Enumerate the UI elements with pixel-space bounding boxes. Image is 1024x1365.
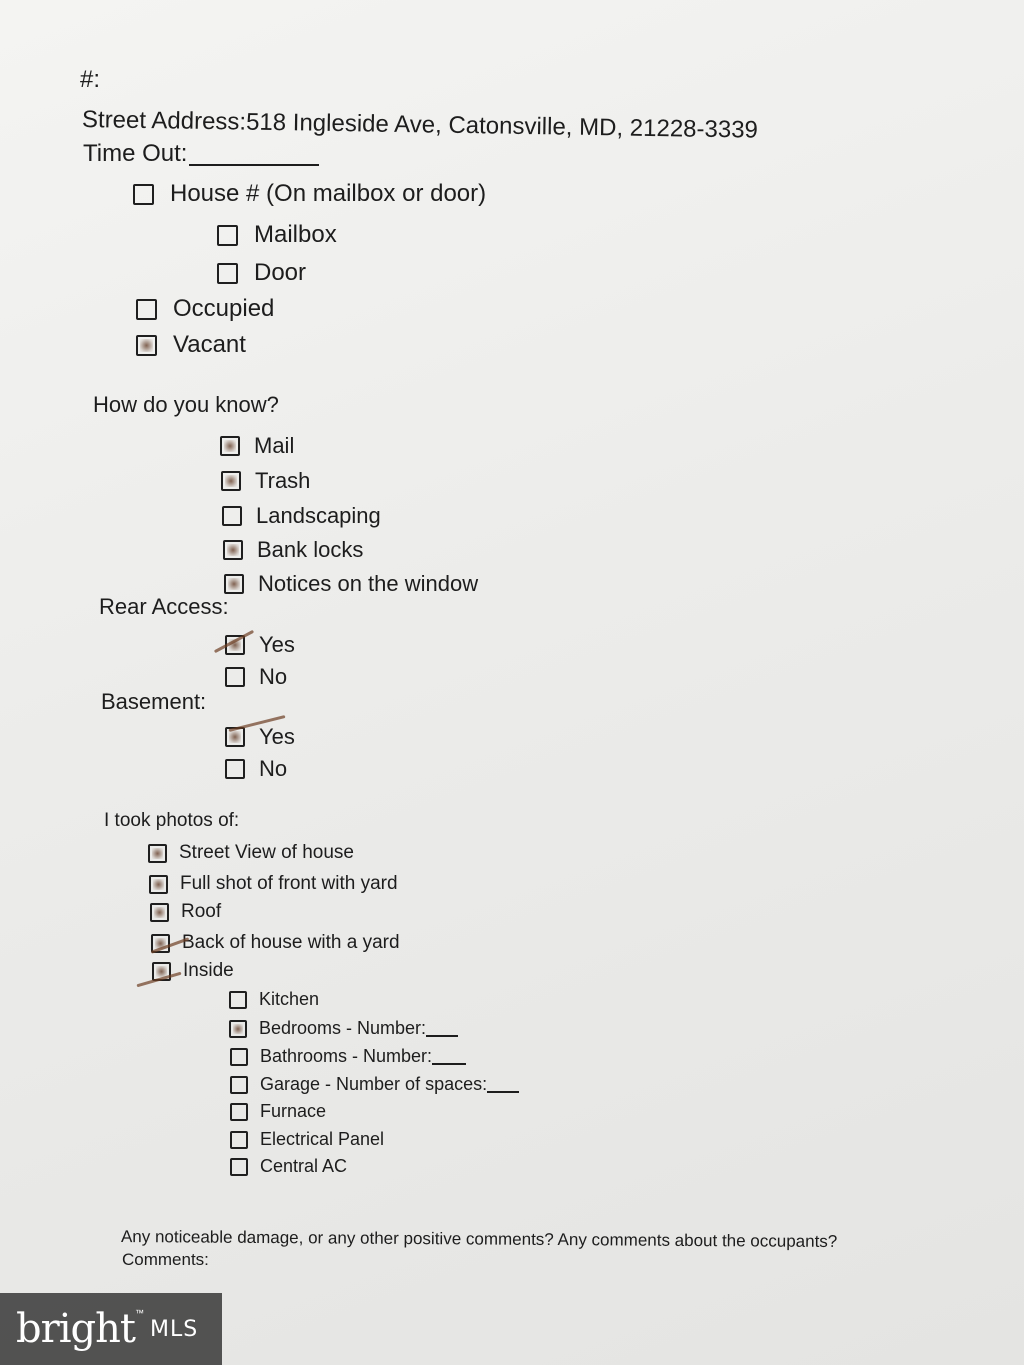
door-label: Door xyxy=(254,259,307,286)
bank-locks-item[interactable] xyxy=(223,537,363,563)
basement-no-item[interactable] xyxy=(225,756,287,782)
kitchen-label: Kitchen xyxy=(259,989,320,1009)
house-number-item[interactable] xyxy=(133,180,486,208)
mail-item[interactable] xyxy=(220,433,294,459)
rear-no-checkbox[interactable] xyxy=(225,667,245,687)
kitchen-checkbox[interactable] xyxy=(229,991,247,1009)
vacant-item[interactable] xyxy=(136,331,246,359)
bathrooms-checkbox[interactable] xyxy=(230,1048,248,1066)
full-shot-checkbox[interactable] xyxy=(149,875,168,894)
vacant-checkbox[interactable] xyxy=(136,335,157,356)
comments-question: Any noticeable damage, or any other positive comments? Any comments about the occupants? xyxy=(120,1227,838,1252)
garage-item[interactable] xyxy=(230,1074,519,1095)
furnace-checkbox[interactable] xyxy=(230,1103,248,1121)
rear-yes-label: Yes xyxy=(259,632,295,657)
occupied-item[interactable] xyxy=(136,295,274,323)
mailbox-item[interactable] xyxy=(217,221,337,249)
furnace-label: Furnace xyxy=(260,1101,327,1121)
bedrooms-blank[interactable] xyxy=(426,1034,458,1037)
full-shot-item[interactable] xyxy=(149,873,398,895)
bedrooms-checkbox[interactable] xyxy=(229,1020,247,1038)
rear-no-label: No xyxy=(259,664,288,689)
street-view-checkbox[interactable] xyxy=(148,844,167,863)
occupied-checkbox[interactable] xyxy=(136,299,157,320)
basement-label: Basement: xyxy=(101,689,207,714)
occupied-label: Occupied xyxy=(173,295,275,322)
central-ac-label: Central AC xyxy=(260,1156,348,1176)
bathrooms-item[interactable] xyxy=(230,1046,466,1067)
notices-checkbox[interactable] xyxy=(224,574,244,594)
basement-yes-label: Yes xyxy=(259,724,295,749)
number-label: #: xyxy=(80,66,101,93)
house-number-checkbox[interactable] xyxy=(133,184,154,205)
bright-mls-watermark xyxy=(0,1293,222,1365)
mail-checkbox[interactable] xyxy=(220,436,240,456)
landscaping-item[interactable] xyxy=(222,503,381,529)
rear-yes-item[interactable] xyxy=(225,632,295,658)
bedrooms-item[interactable] xyxy=(229,1018,458,1039)
trash-checkbox[interactable] xyxy=(221,471,241,491)
notices-label: Notices on the window xyxy=(258,571,479,596)
how-know-question: How do you know? xyxy=(93,392,279,417)
landscaping-label: Landscaping xyxy=(256,503,381,528)
trash-label: Trash xyxy=(255,468,311,493)
vacant-label: Vacant xyxy=(173,331,246,358)
garage-checkbox[interactable] xyxy=(230,1076,248,1094)
street-view-item[interactable] xyxy=(148,842,354,864)
mailbox-label: Mailbox xyxy=(254,221,337,248)
bathrooms-blank[interactable] xyxy=(432,1062,466,1065)
photos-label: I took photos of: xyxy=(104,810,240,831)
house-number-label: House # (On mailbox or door) xyxy=(170,180,487,207)
door-item[interactable] xyxy=(217,259,306,287)
roof-item[interactable] xyxy=(150,901,221,923)
back-label: Back of house with a yard xyxy=(182,932,400,953)
watermark-mls: MLS xyxy=(149,1316,199,1342)
rear-access-label: Rear Access: xyxy=(99,594,229,619)
comments-label: Comments: xyxy=(122,1250,209,1269)
basement-no-checkbox[interactable] xyxy=(225,759,245,779)
electrical-label: Electrical Panel xyxy=(260,1129,385,1149)
time-out-blank[interactable] xyxy=(189,163,319,166)
bank-locks-label: Bank locks xyxy=(257,537,364,562)
furnace-item[interactable] xyxy=(230,1101,326,1122)
garage-label: Garage - Number of spaces: xyxy=(260,1074,488,1094)
central-ac-item[interactable] xyxy=(230,1156,347,1177)
notices-item[interactable] xyxy=(224,571,478,597)
street-address: Street Address:518 Ingleside Ave, Catonsville, MD, 21228-3339 xyxy=(81,106,759,144)
kitchen-item[interactable] xyxy=(229,989,319,1010)
electrical-item[interactable] xyxy=(230,1129,384,1150)
trash-item[interactable] xyxy=(221,468,310,494)
watermark-tm: ™ xyxy=(134,1308,144,1318)
street-view-label: Street View of house xyxy=(179,842,354,863)
roof-label: Roof xyxy=(181,901,222,922)
time-out-row xyxy=(83,140,319,168)
garage-blank[interactable] xyxy=(487,1090,519,1093)
bathrooms-label: Bathrooms - Number: xyxy=(260,1046,433,1066)
electrical-checkbox[interactable] xyxy=(230,1131,248,1149)
inside-label: Inside xyxy=(183,960,234,981)
bedrooms-label: Bedrooms - Number: xyxy=(259,1018,427,1038)
basement-no-label: No xyxy=(259,756,288,781)
full-shot-label: Full shot of front with yard xyxy=(180,873,398,894)
central-ac-checkbox[interactable] xyxy=(230,1158,248,1176)
rear-no-item[interactable] xyxy=(225,664,287,690)
time-out-label: Time Out: xyxy=(83,140,188,167)
landscaping-checkbox[interactable] xyxy=(222,506,242,526)
mailbox-checkbox[interactable] xyxy=(217,225,238,246)
bank-locks-checkbox[interactable] xyxy=(223,540,243,560)
watermark-brand: bright xyxy=(16,1306,135,1352)
roof-checkbox[interactable] xyxy=(150,903,169,922)
mail-label: Mail xyxy=(254,433,295,458)
back-item[interactable] xyxy=(151,932,400,954)
door-checkbox[interactable] xyxy=(217,263,238,284)
